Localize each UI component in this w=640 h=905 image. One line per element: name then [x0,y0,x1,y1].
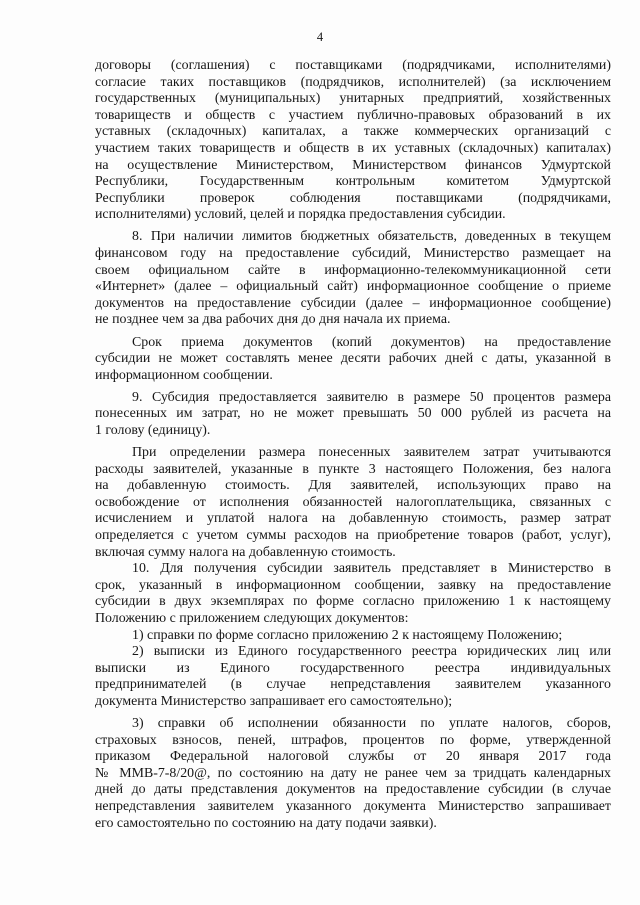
text-line: участием таких товариществ и обществ в их уставных (складочных) капиталах) [95,140,611,156]
text-line: «Интернет» (далее – официальный сайт) информационное сообщение о приеме [95,279,611,295]
text-line: документов на предоставление субсидии (далее – информационное сообщение) [95,295,611,311]
body-text [95,58,611,832]
text-line: своем официальном сайте в информационно-телекоммуникационной сети [95,262,611,278]
text-line: 1) справки по форме согласно приложению 2 к настоящему Положению; [132,627,563,643]
text-line: 2) выписки из Единого государственного реестра юридических лиц или [132,644,611,660]
text-line: выписки из Единого государственного реестра индивидуальных [95,660,611,676]
text-line: уставных (складочных) капиталах, а также коммерческих организаций с [95,124,611,140]
text-line: исчислением и уплатой налога на добавленную стоимость, размер затрат [95,511,611,527]
text-line: Республики проверок соблюдения поставщиками (подрядчиками, [95,190,611,206]
text-line: информационном сообщении. [95,367,273,383]
text-line: 10. Для получения субсидии заявитель представляет в Министерство в [132,561,611,577]
text-line: непредставления заявителем указанного документа Министерство запрашивает [95,799,611,815]
text-line: финансовом году на предоставление субсидий, Министерство размещает на [95,246,611,262]
text-line: № ММВ-7-8/20@, по состоянию на дату не ранее чем за тридцать календарных [95,765,611,781]
text-line: субсидии в двух экземплярах по форме согласно приложению 1 к настоящему [95,594,611,610]
text-line: исполнителями) условий, целей и порядка предоставления субсидии. [95,207,506,223]
text-line: Срок приема документов (копий документов) на предоставление [132,334,611,350]
text-line: срок, указанный в информационном сообщении, заявку на предоставление [95,577,611,593]
text-line: освобождение от исполнения обязанностей налогоплательщика, связанных с [95,494,611,510]
text-line: государственных (муниципальных) унитарных предприятий, хозяйственных [95,91,611,107]
text-line: приказом Федеральной налоговой службы от 20 января 2017 года [95,749,611,765]
text-line: на добавленную стоимость. Для заявителей, использующих право на [95,478,611,494]
text-line: 8. При наличии лимитов бюджетных обязательств, доведенных в текущем [132,229,611,245]
text-line: документа Министерство запрашивает его самостоятельно); [95,693,453,709]
text-line: расходы заявителей, указанные в пункте 3 настоящего Положения, без налога [95,461,611,477]
text-line: определяется с учетом суммы расходов на приобретение товаров (работ, услуг), [95,528,611,544]
text-line: страховых взносов, пеней, штрафов, процентов по форме, утвержденной [95,732,611,748]
text-line: субсидии не может составлять менее десяти рабочих дней с даты, указанной в [95,351,611,367]
text-line: понесенных им затрат, но не может превышать 50 000 рублей из расчета на [95,406,611,422]
page-number: 4 [316,30,324,44]
text-line: дней до даты представления документов на предоставление субсидии (в случае [95,782,611,798]
text-line: 9. Субсидия предоставляется заявителю в размере 50 процентов размера [132,389,611,405]
text-line: товариществ и обществ с участием публично-правовых образований в их [95,107,611,123]
text-line: предпринимателей (в случае непредставления заявителем указанного [95,677,611,693]
text-line: Республики, Государственным контрольным комитетом Удмуртской [95,174,611,190]
text-line: Положению с приложением следующих документов: [95,611,409,626]
text-line: не позднее чем за два рабочих дня до дня начала их приема. [95,312,451,328]
text-line: его самостоятельно по состоянию на дату подачи заявки). [95,815,437,831]
text-line: При определении размера понесенных заявителем затрат учитываются [132,445,611,461]
text-line: договоры (соглашения) с поставщиками (подрядчиками, исполнителями) [95,58,611,73]
text-line: 1 голову (единицу). [95,422,211,438]
text-line: включая сумму налога на добавленную стоимость. [95,544,396,560]
text-line: на осуществление Министерством, Министерством финансов Удмуртской [95,157,611,173]
text-line: 3) справки об исполнении обязанности по уплате налогов, сборов, [132,716,611,732]
text-line: согласие таких поставщиков (подрядчиков, исполнителей) (за исключением [95,74,611,90]
